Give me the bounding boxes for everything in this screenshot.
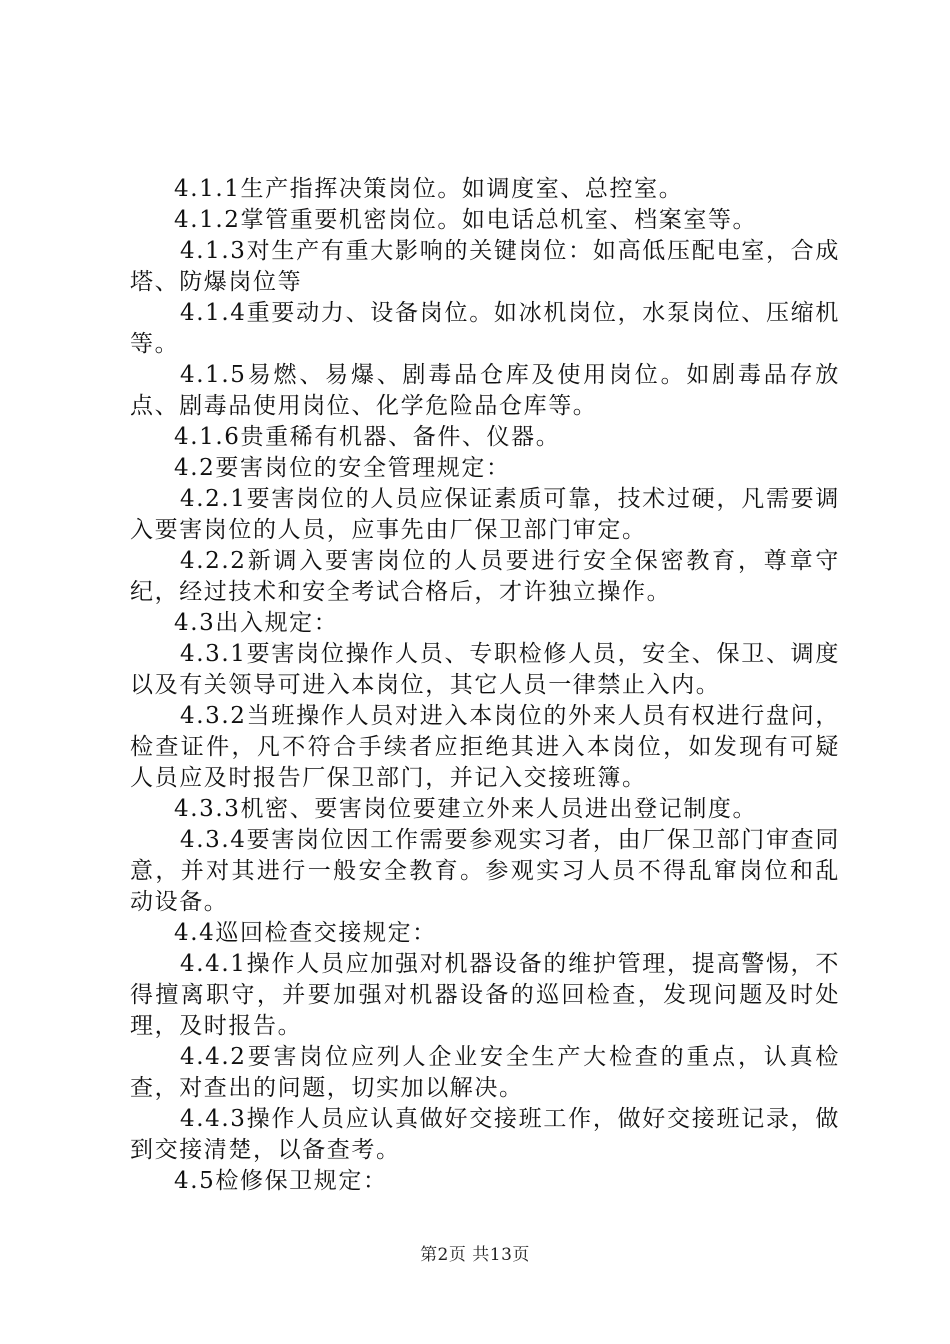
- heading-4-3: 4.3出入规定：: [174, 610, 339, 636]
- paragraph-4-3-2: 4.3.2当班操作人员对进入本岗位的外来人员有权进行盘问，检查证件，凡不符合手续者应拒绝其进入本岗位，如发现有可疑人员应及时报告厂保卫部门，并记入交接班簿。: [130, 703, 840, 791]
- paragraph-4-1-5: 4.1.5易燃、易爆、剧毒品仓库及使用岗位。如剧毒品存放点、剧毒品使用岗位、化学危险品仓库等。: [130, 362, 840, 419]
- paragraph-4-1-3: 4.1.3对生产有重大影响的关键岗位：如高低压配电室，合成塔、防爆岗位等: [130, 238, 840, 295]
- paragraph-4-4-1: 4.4.1操作人员应加强对机器设备的维护管理，提高警惕，不得擅离职守，并要加强对机器设备的巡回检查，发现问题及时处理，及时报告。: [130, 951, 840, 1039]
- document-body: [130, 174, 840, 1197]
- paragraph-4-2-2: 4.2.2新调入要害岗位的人员要进行安全保密教育，尊章守纪，经过技术和安全考试合格后，才许独立操作。: [130, 548, 840, 605]
- paragraph-4-4-2: 4.4.2要害岗位应列人企业安全生产大检查的重点，认真检查，对查出的问题，切实加以解决。: [130, 1044, 840, 1101]
- heading-4-5: 4.5检修保卫规定：: [174, 1168, 388, 1194]
- paragraph-4-1-6: 4.1.6贵重稀有机器、备件、仪器。: [174, 424, 561, 450]
- paragraph-4-2-1: 4.2.1要害岗位的人员应保证素质可靠，技术过硬，凡需要调入要害岗位的人员，应事先由厂保卫部门审定。: [130, 486, 840, 543]
- heading-4-4: 4.4巡回检查交接规定：: [174, 920, 437, 946]
- heading-4-2: 4.2要害岗位的安全管理规定：: [174, 455, 511, 481]
- paragraph-4-1-1: 4.1.1生产指挥决策岗位。如调度室、总控室。: [174, 176, 684, 202]
- paragraph-4-1-2: 4.1.2掌管重要机密岗位。如电话总机室、档案室等。: [174, 207, 758, 233]
- paragraph-4-1-4: 4.1.4重要动力、设备岗位。如冰机岗位，水泵岗位、压缩机等。: [130, 300, 840, 357]
- paragraph-4-3-1: 4.3.1要害岗位操作人员、专职检修人员，安全、保卫、调度以及有关领导可进入本岗位，其它人员一律禁止入内。: [130, 641, 840, 698]
- page-number-footer: 第2页 共13页: [420, 1245, 530, 1265]
- paragraph-4-3-3: 4.3.3机密、要害岗位要建立外来人员进出登记制度。: [174, 796, 758, 822]
- paragraph-4-3-4: 4.3.4要害岗位因工作需要参观实习者，由厂保卫部门审查同意，并对其进行一般安全教育。参观实习人员不得乱窜岗位和乱动设备。: [130, 827, 840, 915]
- paragraph-4-4-3: 4.4.3操作人员应认真做好交接班工作，做好交接班记录，做到交接清楚，以备查考。: [130, 1106, 840, 1163]
